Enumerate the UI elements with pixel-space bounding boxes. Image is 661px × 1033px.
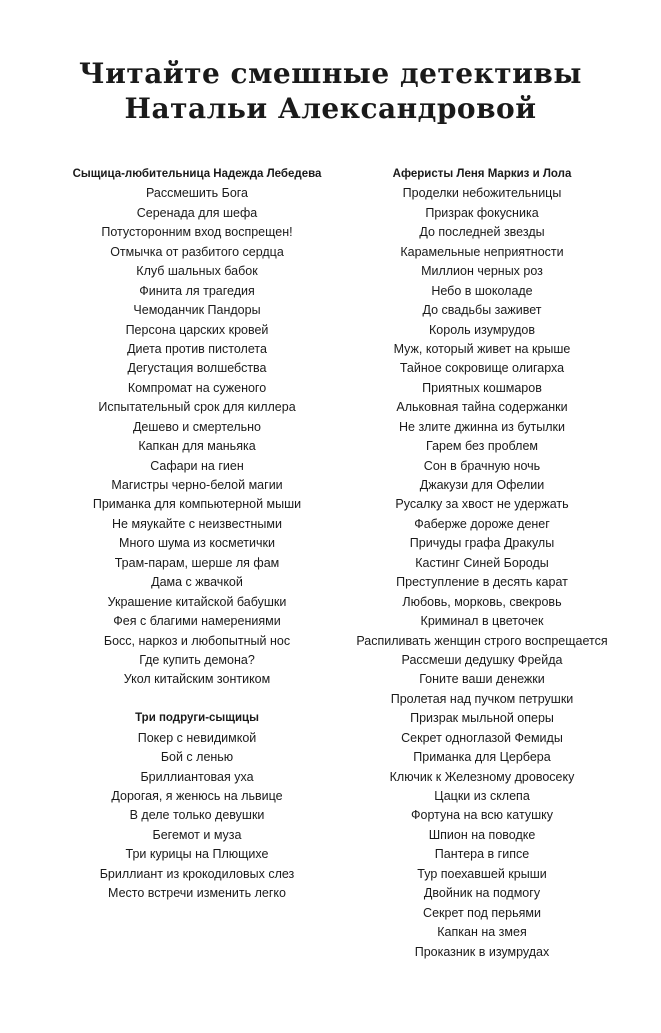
left-column: [37, 165, 357, 904]
book-title: Босс, наркоз и любопытный нос: [103, 633, 291, 648]
book-title: Кастинг Синей Бороды: [415, 555, 549, 570]
book-title: Капкан для маньяка: [138, 439, 256, 454]
book-title: Бриллиант из крокодиловых слез: [99, 866, 295, 881]
book-title: В деле только девушки: [129, 808, 265, 823]
series-title-nadezhda-lebedeva: Сыщица-любительница Надежда Лебедева: [72, 168, 322, 180]
book-title: Альковная тайна содержанки: [396, 400, 568, 415]
book-title: Небо в шоколаде: [431, 283, 533, 298]
book-title: Пантера в гипсе: [434, 847, 530, 862]
series-title-three-friends: Три подруги-сыщицы: [135, 712, 259, 725]
book-title: Ключик к Железному дровосеку: [389, 769, 575, 784]
book-title: Бриллиантовая уха: [140, 769, 254, 784]
book-title: Не злите джинна из бутылки: [399, 419, 565, 434]
book-title: Цацки из склепа: [434, 789, 530, 803]
series-title-markiz-and-lola: Аферисты Леня Маркиз и Лола: [392, 168, 572, 180]
book-title: Фаберже дороже денег: [414, 516, 550, 531]
book-title: Не мяукайте с неизвестными: [112, 516, 282, 531]
book-title: Диета против пистолета: [127, 341, 267, 356]
book-title: Магистры черно-белой магии: [111, 478, 283, 492]
book-title: Призрак мыльной оперы: [410, 711, 554, 726]
book-title: Бой с ленью: [160, 750, 234, 765]
book-title: Бегемот и муза: [152, 827, 242, 842]
book-list-nadezhda-lebedeva: [37, 184, 357, 689]
book-title: Тур поехавшей крыши: [417, 866, 547, 881]
book-title: Приманка для компьютерной мыши: [92, 497, 302, 512]
book-title: Двойник на подмогу: [423, 886, 541, 901]
book-title: Шпион на поводке: [428, 827, 536, 842]
book-title: Испытательный срок для киллера: [98, 400, 296, 415]
book-title: Король изумрудов: [429, 322, 535, 337]
book-title: Дешево и смертельно: [132, 419, 262, 434]
right-column: [322, 165, 642, 962]
book-title: Где купить демона?: [139, 652, 255, 667]
book-list-three-friends: [37, 729, 357, 904]
book-title: Компромат на суженого: [127, 380, 267, 395]
book-title: Пролетая над пучком петрушки: [390, 691, 574, 706]
book-title: Джакузи для Офелии: [419, 478, 545, 492]
book-title: Серенада для шефа: [136, 205, 258, 220]
book-title: Чемоданчик Пандоры: [133, 303, 261, 318]
book-title: Покер с невидимкой: [137, 730, 257, 745]
book-title: Клуб шальных бабок: [136, 264, 258, 279]
book-title: Муж, который живет на крыше: [393, 341, 571, 356]
book-title: Дегустация волшебства: [127, 361, 267, 376]
book-title: Фортуна на всю катушку: [411, 808, 553, 823]
book-title: Фея с благими намерениями: [113, 614, 281, 629]
book-title: До последней звезды: [419, 225, 545, 240]
book-title: Преступление в десять карат: [396, 575, 568, 590]
book-list-markiz-and-lola: [322, 184, 642, 962]
book-title: Дама с жвачкой: [151, 575, 243, 590]
book-title: Приятных кошмаров: [422, 380, 542, 395]
book-title: Распиливать женщин строго воспрещается: [356, 633, 608, 648]
book-title: Секрет одноглазой Фемиды: [401, 730, 563, 745]
book-title: Миллион черных роз: [421, 264, 543, 279]
book-title: Рассмеши дедушку Фрейда: [401, 652, 563, 667]
book-title: Секрет под перьями: [423, 905, 541, 920]
book-title: Украшение китайской бабушки: [107, 594, 287, 609]
book-title: Место встречи изменить легко: [108, 886, 286, 901]
book-title: Много шума из косметички: [119, 536, 275, 551]
book-title: Сон в брачную ночь: [423, 458, 541, 473]
page-title-line-1: Читайте смешные детективы: [79, 57, 582, 90]
book-title: До свадьбы заживет: [422, 303, 542, 318]
book-title: Персона царских кровей: [125, 322, 269, 337]
book-title: Проказник в изумрудах: [414, 944, 550, 959]
book-title: Тайное сокровище олигарха: [399, 361, 565, 376]
book-title: Карамельные неприятности: [400, 244, 564, 259]
book-title: Русалку за хвост не удержать: [395, 497, 569, 512]
book-title: Любовь, морковь, свекровь: [402, 594, 562, 609]
book-title: Три курицы на Плющихе: [125, 847, 269, 862]
book-title: Гоните ваши денежки: [419, 672, 545, 687]
book-title: Потусторонним вход воспрещен!: [101, 225, 293, 240]
section-spacer: [37, 690, 357, 709]
book-title: Отмычка от разбитого сердца: [110, 244, 284, 259]
book-title: Сафари на гиен: [150, 458, 244, 473]
book-title: Гарем без проблем: [426, 439, 538, 454]
book-title: Рассмешить Бога: [145, 186, 249, 201]
book-title: Укол китайским зонтиком: [123, 672, 271, 687]
book-title: Финита ля трагедия: [139, 283, 255, 298]
book-title: Капкан на змея: [437, 925, 527, 940]
book-title: Проделки небожительницы: [402, 186, 562, 201]
book-title: Призрак фокусника: [425, 205, 539, 220]
book-title: Дорогая, я женюсь на львице: [111, 789, 283, 803]
page-title-line-2: Натальи Александровой: [124, 92, 537, 125]
book-title: Причуды графа Дракулы: [409, 536, 555, 551]
book-title: Трам-парам, шерше ля фам: [114, 555, 280, 570]
book-title: Криминал в цветочек: [420, 614, 544, 629]
book-title: Приманка для Цербера: [413, 750, 551, 765]
